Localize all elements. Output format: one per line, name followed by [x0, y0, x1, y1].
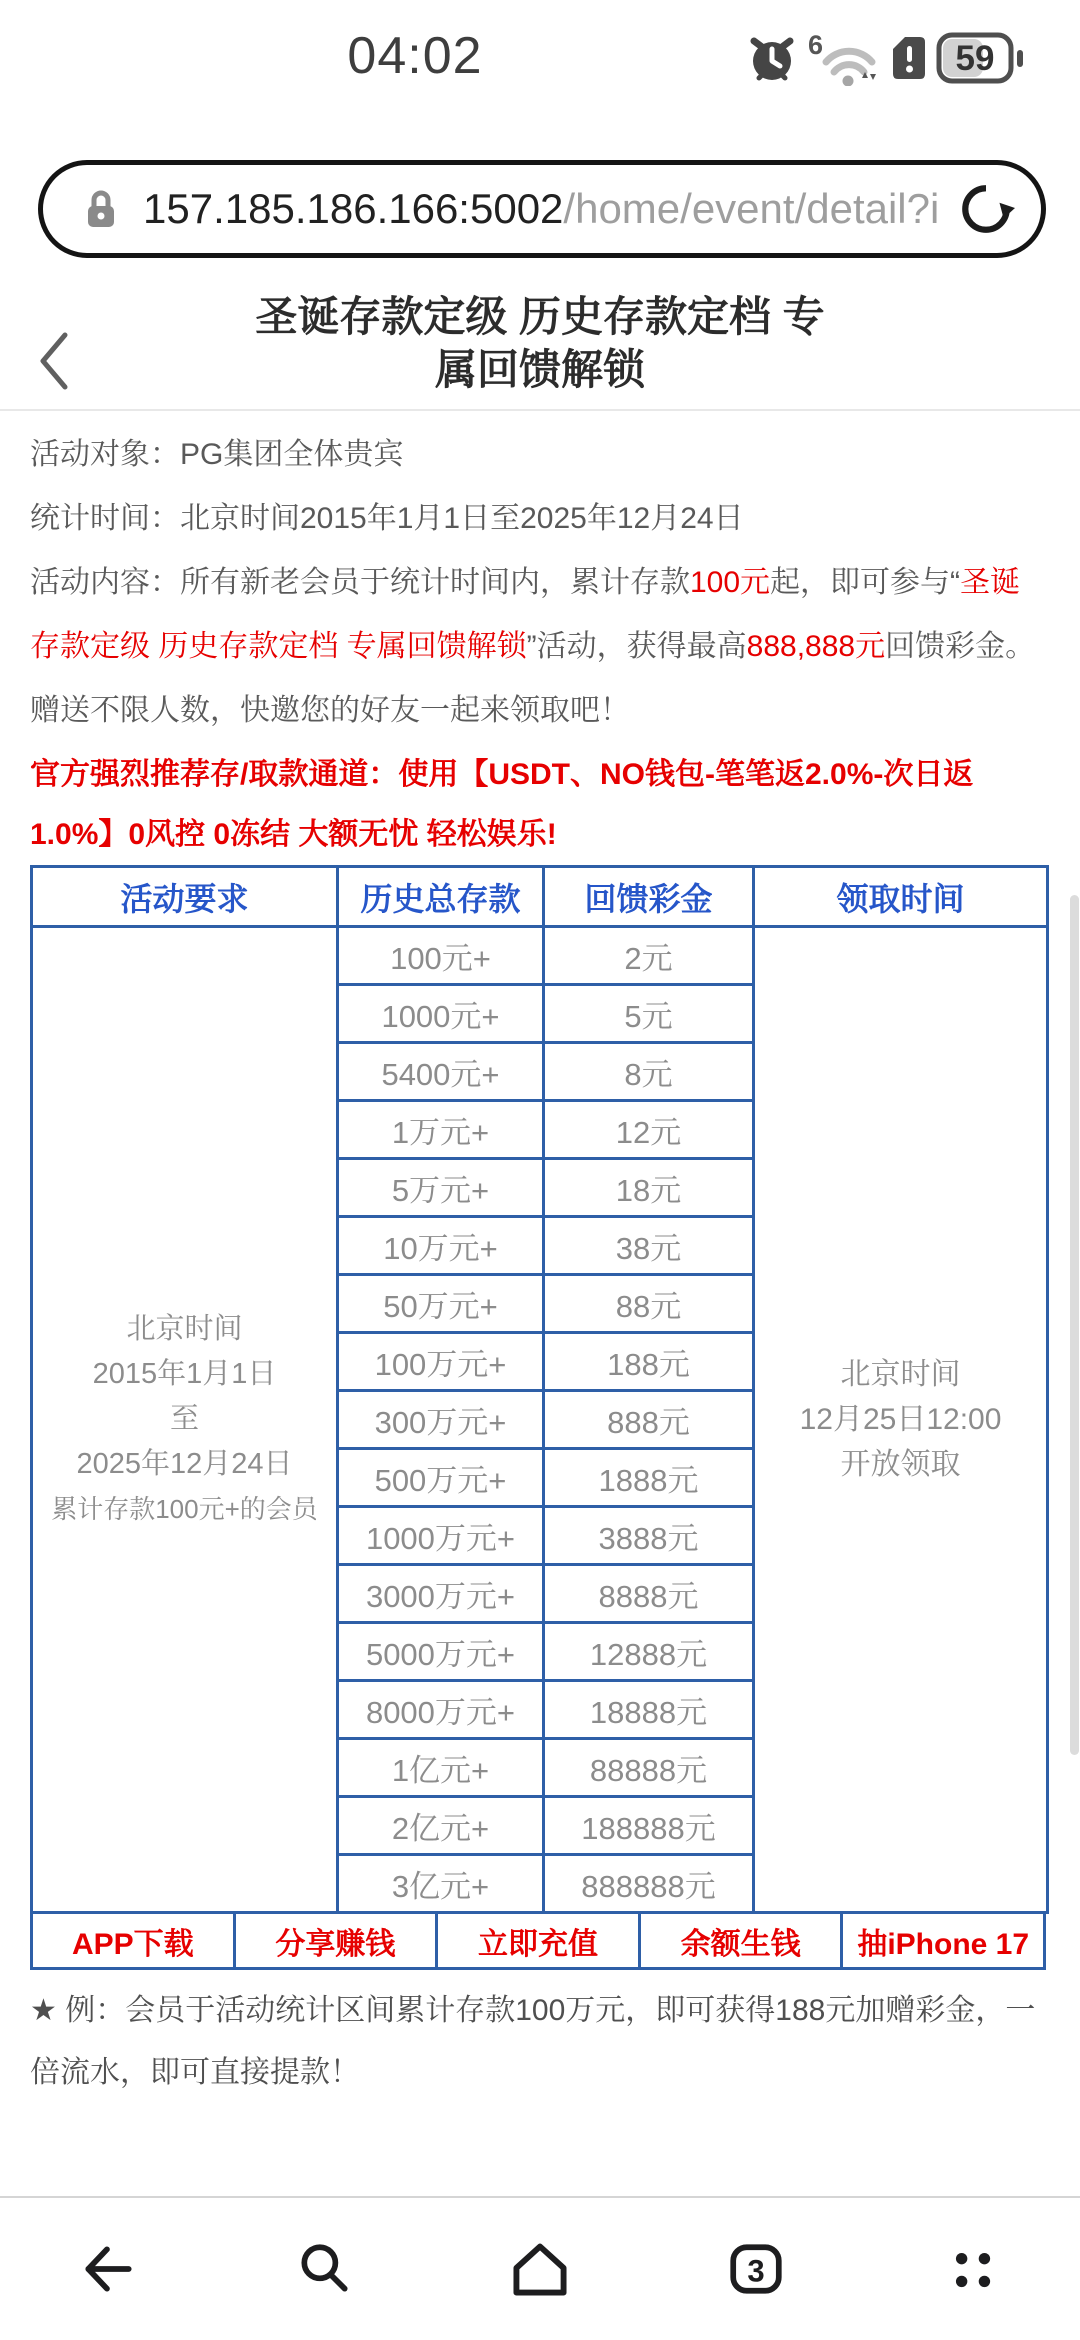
requirement-line: 2015年1月1日 — [92, 1358, 277, 1390]
highlighted-text: 888,888元 — [746, 630, 886, 663]
back-chevron-icon[interactable] — [32, 328, 78, 394]
action-button-4[interactable]: 抽iPhone 17 — [842, 1913, 1045, 1969]
bonus-cell: 38元 — [544, 1217, 754, 1275]
scrollbar-thumb[interactable] — [1070, 895, 1079, 1755]
deposit-cell: 5400元+ — [338, 1043, 544, 1101]
page-title-line1: 圣诞存款定级 历史存款定档 专 — [255, 293, 825, 340]
action-buttons-row — [32, 1913, 1045, 1969]
requirement-line: 累计存款100元+的会员 — [51, 1494, 318, 1524]
nav-menu-button[interactable] — [864, 2198, 1080, 2340]
tabs-icon — [727, 2240, 785, 2298]
action-buttons-table — [30, 1911, 1046, 1970]
bonus-cell: 18元 — [544, 1159, 754, 1217]
tab-count-label: 3 — [747, 2253, 765, 2289]
bonus-cell: 188888元 — [544, 1797, 754, 1855]
menu-dots-icon — [943, 2240, 1001, 2298]
plain-text: 起，即可参与“ — [770, 566, 961, 599]
bonus-cell: 5元 — [544, 985, 754, 1043]
wifi-generation-label: 6 — [808, 30, 824, 60]
deposit-cell: 5000万元+ — [338, 1623, 544, 1681]
bonus-cell: 88元 — [544, 1275, 754, 1333]
deposit-cell: 100万元+ — [338, 1333, 544, 1391]
highlighted-text: 圣诞存款定级 历史存款定档 专属回馈解锁 — [30, 566, 1021, 663]
event-content — [30, 411, 1050, 2104]
plain-text: ”活动，获得最高 — [526, 630, 747, 663]
search-icon — [295, 2240, 353, 2298]
requirement-line: 北京时间 — [126, 1313, 243, 1345]
reward-table — [30, 865, 1049, 1914]
nav-tabs-button[interactable] — [648, 2198, 864, 2340]
status-time: 04:02 — [347, 27, 483, 85]
requirement-line: 2025年12月24日 — [76, 1448, 293, 1480]
bonus-cell: 888元 — [544, 1391, 754, 1449]
footnote: ★ 例：会员于活动统计区间累计存款100万元，即可获得188元加赠彩金，一倍流水，即可直接提款！ — [30, 1994, 1036, 2089]
audience-line — [30, 423, 1050, 487]
deposit-cell: 10万元+ — [338, 1217, 544, 1275]
claim-time-line: 北京时间 — [840, 1358, 961, 1391]
deposit-cell: 100元+ — [338, 927, 544, 985]
bonus-cell: 3888元 — [544, 1507, 754, 1565]
nav-back-button[interactable] — [0, 2198, 216, 2340]
url-bar[interactable] — [38, 160, 1046, 258]
period-line — [30, 487, 1050, 551]
page-title — [100, 290, 980, 396]
deposit-cell: 1000元+ — [338, 985, 544, 1043]
url-path: /home/event/detail?i — [563, 185, 940, 232]
bonus-cell: 18888元 — [544, 1681, 754, 1739]
action-button-3[interactable]: 余额生钱 — [639, 1913, 842, 1969]
back-arrow-icon — [79, 2240, 137, 2298]
reward-table-body — [32, 927, 1048, 1913]
home-icon — [510, 2239, 570, 2299]
deposit-cell: 8000万元+ — [338, 1681, 544, 1739]
claim-time-cell — [754, 927, 1048, 1913]
bonus-cell: 188元 — [544, 1333, 754, 1391]
bonus-cell: 12元 — [544, 1101, 754, 1159]
plain-text: 活动对象：PG集团全体贵宾 — [30, 438, 404, 471]
plain-text: 活动内容：所有新老会员于统计时间内，累计存款 — [30, 566, 690, 599]
lock-icon — [85, 189, 117, 229]
description-paragraph — [30, 551, 1050, 743]
deposit-cell: 5万元+ — [338, 1159, 544, 1217]
status-bar — [0, 0, 1080, 110]
sim-alert-icon — [892, 35, 926, 81]
status-icons — [748, 30, 1024, 86]
alarm-icon — [748, 34, 796, 82]
claim-time-line: 12月25日12:00 — [799, 1403, 1002, 1436]
wifi6-icon — [806, 30, 882, 86]
deposit-cell: 1000万元+ — [338, 1507, 544, 1565]
nav-home-button[interactable] — [432, 2198, 648, 2340]
requirement-line: 至 — [169, 1403, 199, 1435]
table-row — [32, 927, 1048, 985]
reward-table-header-1: 历史总存款 — [338, 867, 544, 927]
claim-time-line: 开放领取 — [840, 1448, 961, 1481]
page-title-line2: 属回馈解锁 — [434, 346, 645, 393]
bonus-cell: 2元 — [544, 927, 754, 985]
reward-table-header-0: 活动要求 — [32, 867, 338, 927]
channel-notice: 官方强烈推荐存/取款通道：使用【USDT、NO钱包-笔笔返2.0%-次日返1.0%】0风控 0冻结 大额无忧 轻松娱乐! — [30, 758, 974, 851]
deposit-cell: 500万元+ — [338, 1449, 544, 1507]
plain-text: 回馈彩金。赠送不限人数，快邀您的好友一起来领取吧！ — [30, 630, 1036, 727]
deposit-cell: 50万元+ — [338, 1275, 544, 1333]
deposit-cell: 300万元+ — [338, 1391, 544, 1449]
deposit-cell: 3000万元+ — [338, 1565, 544, 1623]
reward-table-header-3: 领取时间 — [754, 867, 1048, 927]
bonus-cell: 8888元 — [544, 1565, 754, 1623]
url-text[interactable] — [143, 185, 957, 233]
reward-table-header-row — [32, 867, 1048, 927]
battery-icon — [936, 31, 1024, 85]
plain-text: 统计时间：北京时间2015年1月1日至2025年12月24日 — [30, 502, 744, 535]
bonus-cell: 1888元 — [544, 1449, 754, 1507]
browser-bottom-nav — [0, 2196, 1080, 2340]
deposit-cell: 2亿元+ — [338, 1797, 544, 1855]
refresh-icon[interactable] — [957, 180, 1015, 238]
deposit-cell: 1亿元+ — [338, 1739, 544, 1797]
bonus-cell: 88888元 — [544, 1739, 754, 1797]
action-button-0[interactable]: APP下载 — [32, 1913, 235, 1969]
action-button-1[interactable]: 分享赚钱 — [234, 1913, 437, 1969]
bonus-cell: 8元 — [544, 1043, 754, 1101]
action-button-2[interactable]: 立即充值 — [437, 1913, 640, 1969]
deposit-cell: 3亿元+ — [338, 1855, 544, 1913]
reward-table-header-2: 回馈彩金 — [544, 867, 754, 927]
deposit-cell: 1万元+ — [338, 1101, 544, 1159]
requirement-cell — [32, 927, 338, 1913]
bonus-cell: 12888元 — [544, 1623, 754, 1681]
battery-percent-label: 59 — [955, 39, 995, 78]
nav-search-button[interactable] — [216, 2198, 432, 2340]
highlighted-text: 100元 — [690, 566, 771, 599]
url-host: 157.185.186.166:5002 — [143, 185, 564, 232]
bonus-cell: 888888元 — [544, 1855, 754, 1913]
